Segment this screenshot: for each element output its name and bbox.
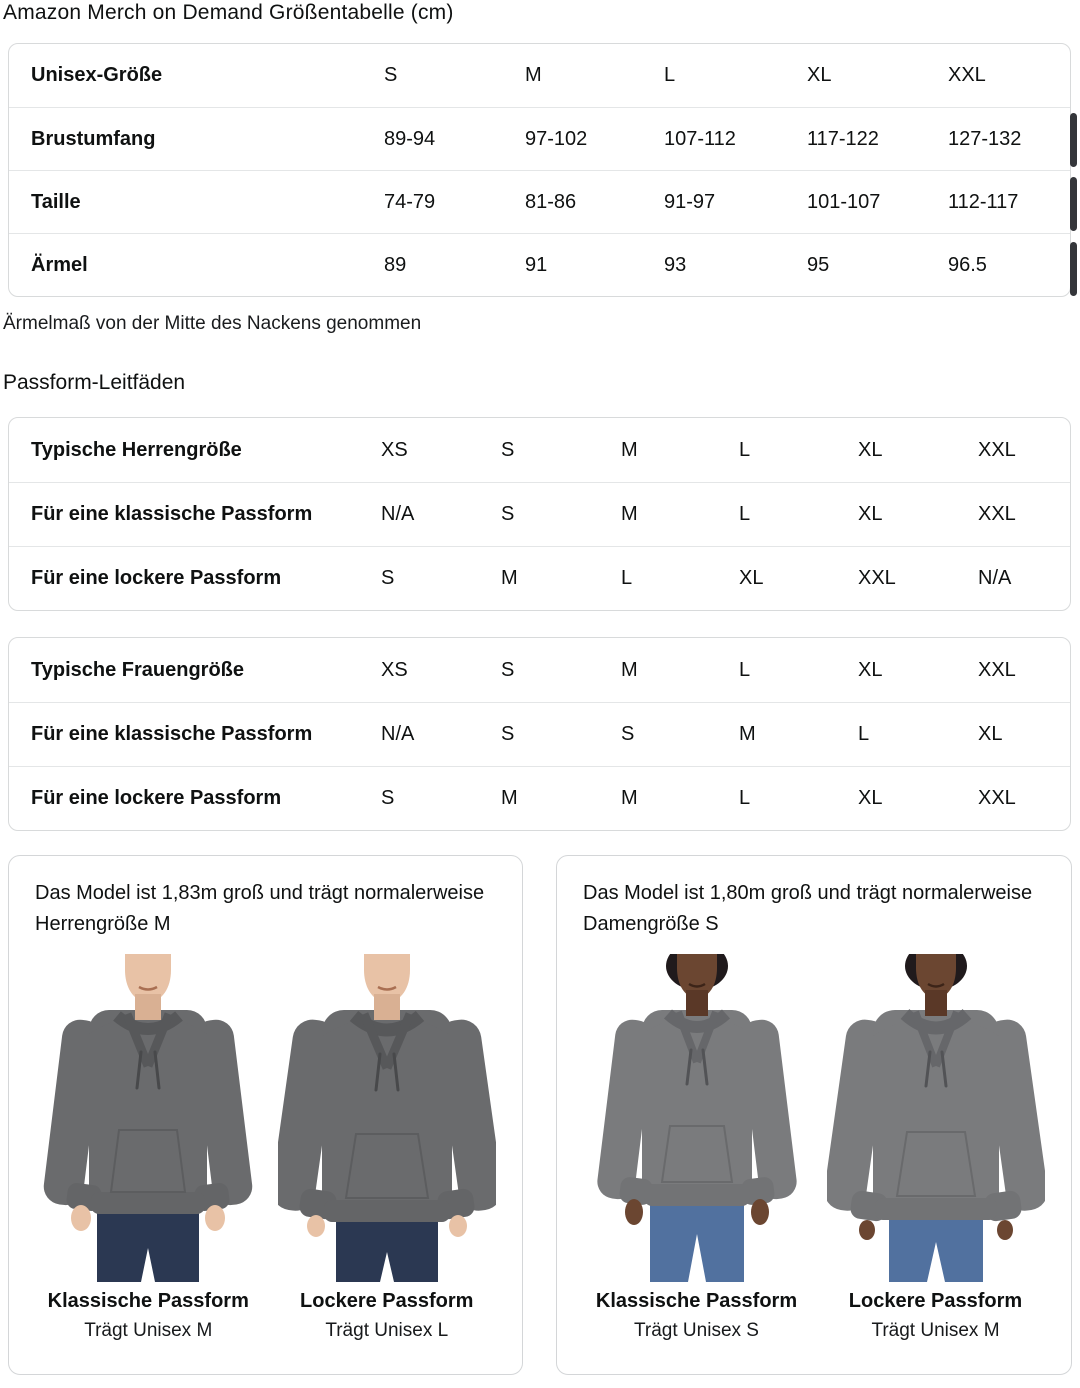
cell: L (664, 64, 676, 86)
cell: M (525, 64, 542, 86)
cell: 89-94 (384, 127, 436, 150)
cell: S (501, 723, 515, 745)
cell: S (381, 567, 395, 589)
cell: 96.5 (948, 253, 987, 276)
cell: S (621, 723, 635, 745)
fit-caption: Klassische Passform (47, 1290, 249, 1312)
figure-classic-fit (577, 954, 816, 1342)
cell: L (621, 567, 633, 589)
cell: M (739, 723, 756, 745)
cell: L (858, 723, 870, 745)
cell: N/A (978, 567, 1012, 589)
table-row (9, 44, 1070, 107)
fit-size: Trägt Unisex M (871, 1320, 1000, 1341)
table-row (9, 107, 1070, 170)
fit-guides-heading: Passform-Leitfäden (3, 371, 186, 394)
cell: XS (381, 438, 408, 461)
fit-size: Trägt Unisex M (84, 1320, 213, 1341)
cell: XL (739, 567, 764, 589)
page-title: Amazon Merch on Demand Größentabelle (cm) (3, 1, 454, 24)
size-table-unisex (8, 43, 1071, 297)
cell: XXL (978, 658, 1016, 681)
cell: 95 (807, 253, 830, 276)
scrollbar-thumb[interactable] (1070, 242, 1077, 296)
cell: S (501, 503, 515, 525)
cell: XXL (978, 787, 1016, 809)
cell: XL (807, 64, 832, 86)
cell: XXL (858, 567, 896, 589)
cell: XL (858, 503, 883, 525)
table-row (9, 546, 1070, 610)
cell: XXL (978, 438, 1016, 461)
cell: M (501, 787, 518, 809)
cell: 91-97 (664, 190, 716, 213)
cell: M (621, 787, 638, 809)
cell: M (621, 658, 638, 681)
cell: S (384, 64, 398, 86)
model-card-women (556, 855, 1072, 1375)
row-label: Brustumfang (31, 127, 156, 150)
cell: 91 (525, 253, 548, 276)
row-label: Für eine lockere Passform (31, 787, 282, 809)
model-card-men (8, 855, 523, 1375)
cell: XXL (948, 64, 986, 86)
cell: 117-122 (807, 127, 879, 150)
cell: 97-102 (525, 127, 588, 150)
mens-fit-table (8, 417, 1071, 611)
cell: 112-117 (948, 190, 1019, 213)
cell: S (501, 438, 515, 461)
womens-fit-table (8, 637, 1071, 831)
fit-caption: Lockere Passform (300, 1290, 474, 1312)
cell: M (621, 438, 638, 461)
table-row (9, 766, 1070, 830)
cell: L (739, 658, 751, 681)
table-row (9, 702, 1070, 766)
row-label: Unisex-Größe (31, 64, 163, 86)
figure-loose-fit (816, 954, 1055, 1342)
cell: S (501, 658, 515, 681)
row-label: Taille (31, 190, 81, 213)
table-row (9, 482, 1070, 546)
table-row (9, 418, 1070, 482)
cell: N/A (381, 723, 415, 745)
cell: 127-132 (948, 127, 1022, 150)
cell: L (739, 787, 751, 809)
scrollbar-thumb[interactable] (1070, 177, 1077, 231)
table-row (9, 170, 1070, 233)
cell: XL (858, 438, 883, 461)
cell: M (501, 567, 518, 589)
model-photo-female-classic (588, 954, 806, 1282)
fit-size: Trägt Unisex L (325, 1320, 449, 1341)
cell: 101-107 (807, 190, 881, 213)
row-label: Für eine klassische Passform (31, 723, 313, 745)
cell: XL (978, 723, 1003, 745)
row-label: Typische Herrengröße (31, 438, 242, 461)
cell: XS (381, 658, 408, 681)
figure-loose-fit (268, 954, 507, 1342)
fit-size: Trägt Unisex S (634, 1320, 759, 1341)
row-label: Für eine klassische Passform (31, 503, 313, 525)
fit-caption: Lockere Passform (848, 1290, 1023, 1312)
cell: 107-112 (664, 127, 736, 150)
cell: 81-86 (525, 190, 577, 213)
row-label: Ärmel (31, 253, 88, 276)
cell: 74-79 (384, 190, 436, 213)
cell: N/A (381, 503, 415, 525)
cell: M (621, 503, 638, 525)
model-photo-female-loose (827, 954, 1045, 1282)
model-description: Das Model ist 1,83m groß und trägt normalerweise Herrengröße M (35, 882, 485, 935)
cell: XL (858, 658, 883, 681)
cell: XXL (978, 503, 1016, 525)
cell: 89 (384, 253, 407, 276)
sleeve-measure-note: Ärmelmaß von der Mitte des Nackens genommen (3, 313, 422, 334)
model-description: Das Model ist 1,80m groß und trägt normalerweise Damengröße S (583, 882, 1033, 935)
cell: 93 (664, 253, 687, 276)
cell: L (739, 503, 751, 525)
figure-classic-fit (29, 954, 268, 1342)
model-photo-male-loose (278, 954, 496, 1282)
cell: XL (858, 787, 883, 809)
fit-caption: Klassische Passform (595, 1290, 798, 1312)
table-row (9, 638, 1070, 702)
scrollbar-thumb[interactable] (1070, 113, 1077, 167)
row-label: Für eine lockere Passform (31, 567, 282, 589)
row-label: Typische Frauengröße (31, 658, 245, 681)
model-photo-male-classic (39, 954, 257, 1282)
cell: L (739, 438, 751, 461)
table-row (9, 233, 1070, 296)
cell: S (381, 787, 395, 809)
